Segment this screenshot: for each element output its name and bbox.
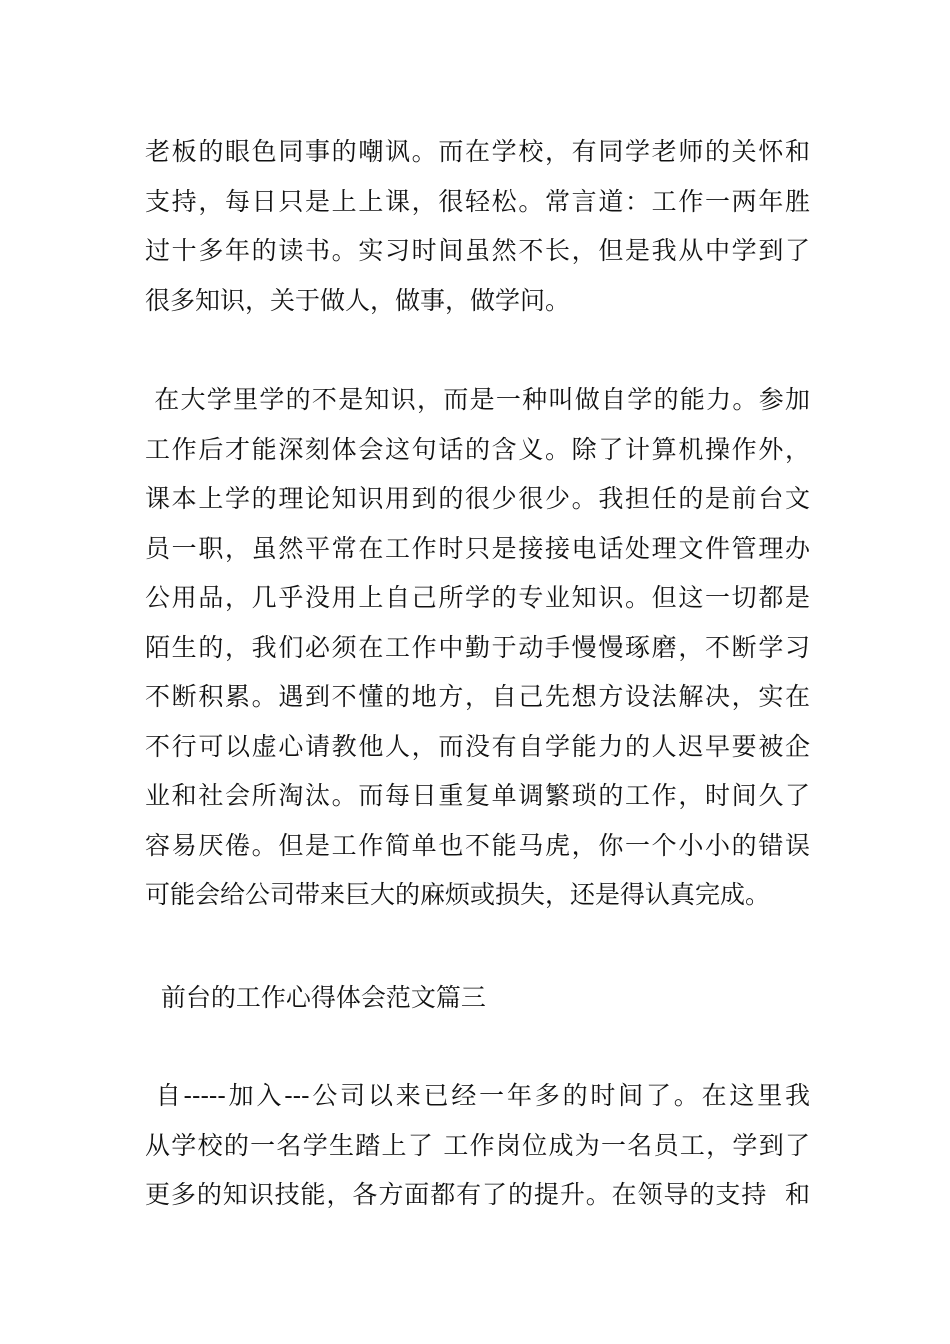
text-line: 课本上学的理论知识用到的很少很少。我担任的是前台文 [145, 484, 810, 513]
text-line: 陌生的，我们必须在工作中勤于动手慢慢琢磨，不断学习 [145, 632, 810, 662]
text-line: 更多的知识技能，各方面都有了的提升。在领导的支持 和 [145, 1180, 810, 1209]
text-line: 老板的眼色同事的嘲讽。而在学校，有同学老师的关怀和 [145, 137, 810, 166]
text-line: 不断积累。遇到不懂的地方，自己先想方设法解决，实在 [145, 682, 810, 711]
section-heading [145, 973, 810, 1023]
paragraph-3 [145, 1071, 810, 1220]
paragraph-1 [145, 127, 810, 325]
text-line: 容易厌倦。但是工作简单也不能马虎，你一个小小的错误 [145, 830, 810, 860]
paragraph-2 [145, 375, 810, 920]
text-line: 支持，每日只是上上课，很轻松。常言道：工作一两年胜 [145, 186, 810, 216]
text-line: 业和社会所淘汰。而每日重复单调繁琐的工作，时间久了 [145, 781, 810, 810]
text-line: 过十多年的读书。实习时间虽然不长，但是我从中学到了 [145, 236, 810, 265]
text-line: 不行可以虚心请教他人，而没有自学能力的人迟早要被企 [145, 731, 810, 761]
text-line: 员一职，虽然平常在工作时只是接接电话处理文件管理办 [145, 533, 810, 563]
text-line: 公用品，几乎没用上自己所学的专业知识。但这一切都是 [145, 583, 810, 612]
heading-text: 前台的工作心得体会范文篇三 [145, 983, 486, 1012]
text-line: 工作后才能深刻体会这句话的含义。除了计算机操作外， [145, 434, 810, 464]
text-line: 很多知识，关于做人，做事，做学问。 [145, 285, 571, 315]
text-line: 可能会给公司带来巨大的麻烦或损失，还是得认真完成。 [145, 880, 771, 909]
text-line: 自-----加入---公司以来已经一年多的时间了。在这里我 [145, 1081, 810, 1110]
text-line: 从学校的一名学生踏上了 工作岗位成为一名员工，学到了 [145, 1130, 810, 1160]
text-line: 在大学里学的不是知识，而是一种叫做自学的能力。参加 [145, 385, 810, 414]
